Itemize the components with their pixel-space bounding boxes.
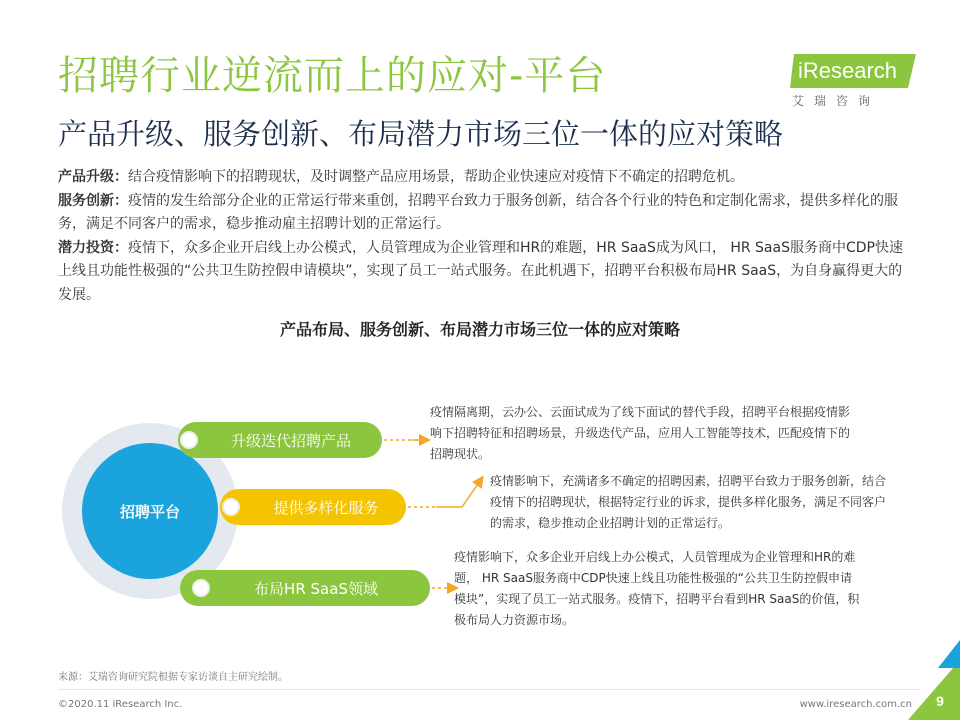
paragraph-text: 疫情下，众多企业开启线上办公模式，人员管理成为企业管理和HR的难题，HR SaaS成为风口， HR SaaS服务商中CDP快速上线且功能性极强的“公共卫生防控假申请模块”，实现了员工一站式服务。在此机遇下，招聘平台积极布局HR SaaS，为自身赢得更大的发展。 bbox=[58, 239, 903, 303]
website-url: www.iresearch.com.cn bbox=[799, 699, 912, 710]
logo-wordmark: iResearch bbox=[798, 58, 898, 83]
paragraph-label: 潜力投资： bbox=[58, 239, 128, 256]
strategy-label: 提供多样化服务 bbox=[273, 498, 379, 517]
strategy-description: 疫情影响下，充满诸多不确定的招聘因素，招聘平台致力于服务创新，结合疫情下的招聘现状，根据特定行业的诉求，提供多样化服务，满足不同客户的需求，稳步推动企业招聘计划的正常运行。 bbox=[490, 474, 887, 530]
footer-divider bbox=[58, 689, 920, 690]
center-label: 招聘平台 bbox=[119, 502, 180, 521]
strategy-label: 布局HR SaaS领域 bbox=[254, 579, 378, 598]
page-title: 招聘行业逆流而上的应对-平台 bbox=[58, 53, 607, 99]
diagram-title: 产品布局、服务创新、布局潜力市场三位一体的应对策略 bbox=[279, 320, 680, 339]
strategy-description: 疫情隔离期，云办公、云面试成为了线下面试的替代手段，招聘平台根据疫情影响下招聘特征和招聘场景，升级迭代产品，应用人工智能等技术，匹配疫情下的招聘现状。 bbox=[430, 405, 851, 461]
arrow-icon bbox=[408, 478, 482, 507]
strategy-label: 升级迭代招聘产品 bbox=[230, 431, 351, 450]
paragraph-text: 疫情的发生给部分企业的正常运行带来重创，招聘平台致力于服务创新，结合各个行业的特色和定制化需求，提供多样化的服务，满足不同客户的需求，稳步推动雇主招聘计划的正常运行。 bbox=[58, 192, 898, 232]
copyright: ©2020.11 iResearch Inc. bbox=[58, 699, 183, 710]
paragraph-label: 产品升级： bbox=[58, 169, 128, 185]
page-number: 9 bbox=[936, 693, 944, 709]
corner-accent-icon bbox=[938, 640, 960, 668]
page-corner-icon bbox=[908, 660, 960, 720]
logo-subtitle: 艾瑞咨询 bbox=[792, 94, 881, 108]
paragraph-label: 服务创新： bbox=[58, 192, 128, 209]
strategy-description: 疫情影响下，众多企业开启线上办公模式，人员管理成为企业管理和HR的难题， HR SaaS服务商中CDP快速上线且功能性极强的“公共卫生防控假申请模块”，实现了员工一站式服务。疫情下，招聘平台看到HR SaaS的价值，积极布局人力资源市场。 bbox=[454, 550, 860, 627]
page-subtitle: 产品升级、服务创新、布局潜力市场三位一体的应对策略 bbox=[58, 117, 784, 151]
paragraph-text: 结合疫情影响下的招聘现状，及时调整产品应用场景，帮助企业快速应对疫情下不确定的招聘危机。 bbox=[128, 169, 744, 185]
source-note: 来源：艾瑞咨询研究院根据专家访谈自主研究绘制。 bbox=[58, 672, 288, 683]
